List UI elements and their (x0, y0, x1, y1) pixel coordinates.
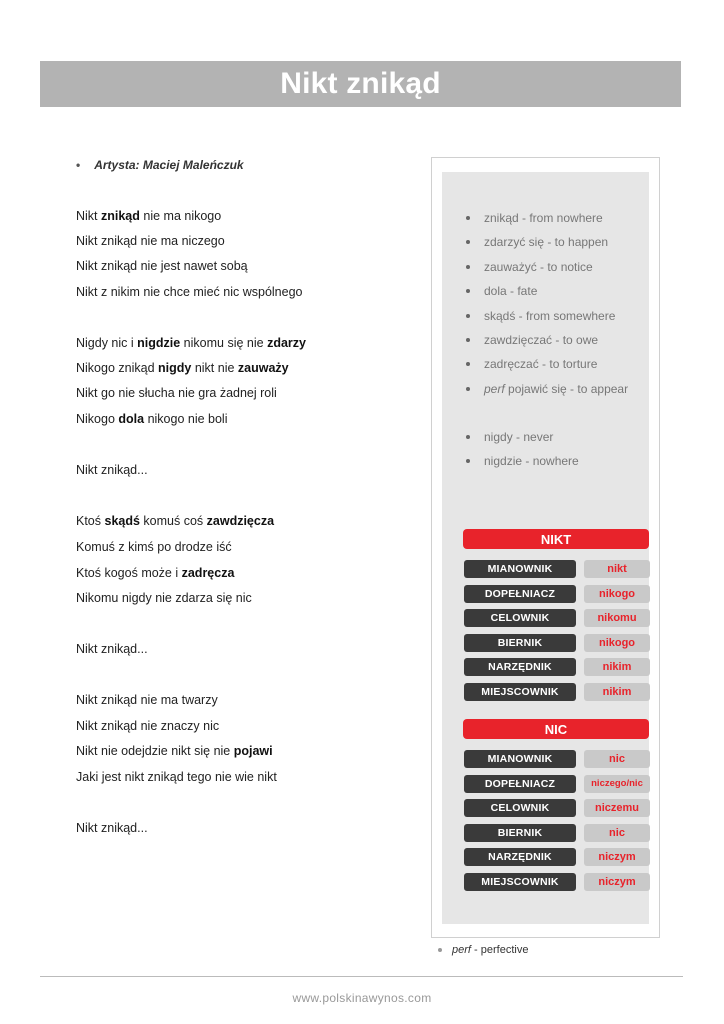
vocab-item (466, 382, 628, 396)
lyric-line (76, 744, 273, 758)
lyric-line (76, 770, 277, 784)
case-form: niczemu (584, 799, 650, 817)
footnote-abbr: perf (452, 944, 471, 956)
case-form: nikt (584, 560, 650, 578)
artist-label: Artysta: Maciej Maleńczuk (94, 158, 244, 172)
bullet-icon (438, 948, 442, 952)
lyric-line (76, 591, 252, 605)
case-label: CELOWNIK (464, 799, 576, 817)
lyric-text: Nikt znikąd nie ma twarzy (76, 693, 218, 707)
lyric-text: Nikt (76, 209, 101, 223)
vocab-item (466, 284, 537, 298)
footnote (438, 944, 528, 956)
lyric-text: Nikt znikąd... (76, 821, 148, 835)
bullet-icon (466, 289, 470, 293)
lyric-text: Nikomu nigdy nie zdarza się nic (76, 591, 252, 605)
case-form: nic (584, 750, 650, 768)
lyric-line (76, 719, 219, 733)
vocab-text: skądś - from somewhere (484, 309, 616, 323)
lyric-text: Nikt znikąd... (76, 463, 148, 477)
lyric-line (76, 234, 225, 248)
vocab-item (466, 454, 579, 468)
lyric-line (76, 693, 218, 707)
footer-divider (40, 976, 683, 977)
title-bar (40, 61, 681, 107)
vocab-text: zadręczać - to torture (484, 357, 598, 371)
vocab-text: nigdy - never (484, 430, 554, 444)
lyric-text: nikogo nie boli (144, 412, 228, 426)
case-form: nikogo (584, 634, 650, 652)
declension-header: NIKT (463, 529, 649, 549)
case-form: nikim (584, 683, 650, 701)
bullet-icon (466, 387, 470, 391)
vocab-highlight: pojawi (233, 744, 273, 758)
bullet-icon (466, 265, 470, 269)
lyric-text: Jaki jest nikt znikąd tego nie wie nikt (76, 770, 277, 784)
lyric-text: Nigdy nic i (76, 336, 138, 350)
case-label: DOPEŁNIACZ (464, 775, 576, 793)
vocab-item (466, 260, 593, 274)
case-label: MIANOWNIK (464, 750, 576, 768)
case-label: NARZĘDNIK (464, 658, 576, 676)
vocab-highlight: skądś (104, 514, 140, 528)
vocab-abbr: perf (484, 382, 505, 396)
lyric-text: Nikt znikąd nie jest nawet sobą (76, 259, 248, 273)
vocab-item (466, 309, 615, 323)
vocab-item (466, 333, 598, 347)
case-form: nic (584, 824, 650, 842)
case-form: niczego/nic (584, 775, 650, 793)
vocab-highlight: dola (118, 412, 145, 426)
lyric-line (76, 821, 148, 835)
lyric-text: nikt nie (191, 361, 238, 375)
vocab-text: nigdzie - nowhere (484, 454, 579, 468)
vocab-text: pojawić się - to appear (504, 382, 629, 396)
lyric-text: Nikt go nie słucha nie gra żadnej roli (76, 386, 277, 400)
vocabulary-panel-inner (442, 172, 649, 924)
lyric-line (76, 259, 248, 273)
lyric-line (76, 463, 148, 477)
case-label: CELOWNIK (464, 609, 576, 627)
vocabulary-panel (431, 157, 660, 938)
page-title: Nikt znikąd (280, 67, 441, 100)
vocab-highlight: zadręcza (181, 566, 235, 580)
lyric-text: Nikogo znikąd (76, 361, 158, 375)
case-label: BIERNIK (464, 824, 576, 842)
lyric-text: Nikt znikąd nie znaczy nic (76, 719, 220, 733)
lyric-text: Nikt znikąd nie ma niczego (76, 234, 225, 248)
lyric-text: Nikogo (76, 412, 119, 426)
case-label: MIEJSCOWNIK (464, 873, 576, 891)
case-label: MIEJSCOWNIK (464, 683, 576, 701)
bullet-icon (466, 216, 470, 220)
case-label: BIERNIK (464, 634, 576, 652)
case-form: niczym (584, 873, 650, 891)
lyric-text: Ktoś (76, 514, 105, 528)
case-form: nikim (584, 658, 650, 676)
vocab-highlight: zdarzy (267, 336, 306, 350)
case-label: NARZĘDNIK (464, 848, 576, 866)
vocab-highlight: zawdzięcza (206, 514, 275, 528)
vocab-highlight: nigdy (158, 361, 192, 375)
lyric-line (76, 514, 274, 528)
case-form: nikogo (584, 585, 650, 603)
lyric-line (76, 209, 221, 223)
footer-url: www.polskinawynos.com (292, 991, 432, 1005)
bullet-icon (466, 338, 470, 342)
vocab-highlight: znikąd (101, 209, 140, 223)
lyric-line (76, 361, 289, 375)
artist-line (76, 158, 244, 172)
vocab-highlight: zauważy (237, 361, 289, 375)
lyric-line (76, 540, 232, 554)
lyric-text: Nikt z nikim nie chce mieć nic wspólnego (76, 285, 303, 299)
lyric-text: nie ma nikogo (139, 209, 222, 223)
vocab-item (466, 430, 553, 444)
lyric-text: nikomu się nie (180, 336, 268, 350)
vocab-text: znikąd - from nowhere (484, 211, 603, 225)
bullet-icon: • (76, 158, 81, 172)
case-form: niczym (584, 848, 650, 866)
bullet-icon (466, 362, 470, 366)
case-form: nikomu (584, 609, 650, 627)
bullet-icon (466, 459, 470, 463)
bullet-icon (466, 240, 470, 244)
lyric-line (76, 336, 306, 350)
bullet-icon (466, 314, 470, 318)
lyric-line (76, 386, 277, 400)
lyric-line (76, 566, 234, 580)
lyric-line (76, 285, 302, 299)
case-label: DOPEŁNIACZ (464, 585, 576, 603)
case-label: MIANOWNIK (464, 560, 576, 578)
lyric-line (76, 642, 148, 656)
vocab-highlight: nigdzie (137, 336, 181, 350)
vocab-text: zauważyć - to notice (484, 260, 593, 274)
lyric-text: Nikt znikąd... (76, 642, 148, 656)
lyric-text: Nikt nie odejdzie nikt się nie (76, 744, 234, 758)
vocab-item (466, 357, 597, 371)
footnote-text: - perfective (470, 944, 529, 956)
lyric-line (76, 412, 228, 426)
vocab-text: zawdzięczać - to owe (484, 333, 599, 347)
bullet-icon (466, 435, 470, 439)
lyric-text: Komuś z kimś po drodze iść (76, 540, 232, 554)
lyric-text: Ktoś kogoś może i (76, 566, 182, 580)
lyric-text: komuś coś (139, 514, 207, 528)
vocab-text: dola - fate (484, 284, 538, 298)
vocab-item (466, 211, 603, 225)
vocab-text: zdarzyć się - to happen (484, 235, 609, 249)
vocab-item (466, 235, 608, 249)
declension-header: NIC (463, 719, 649, 739)
